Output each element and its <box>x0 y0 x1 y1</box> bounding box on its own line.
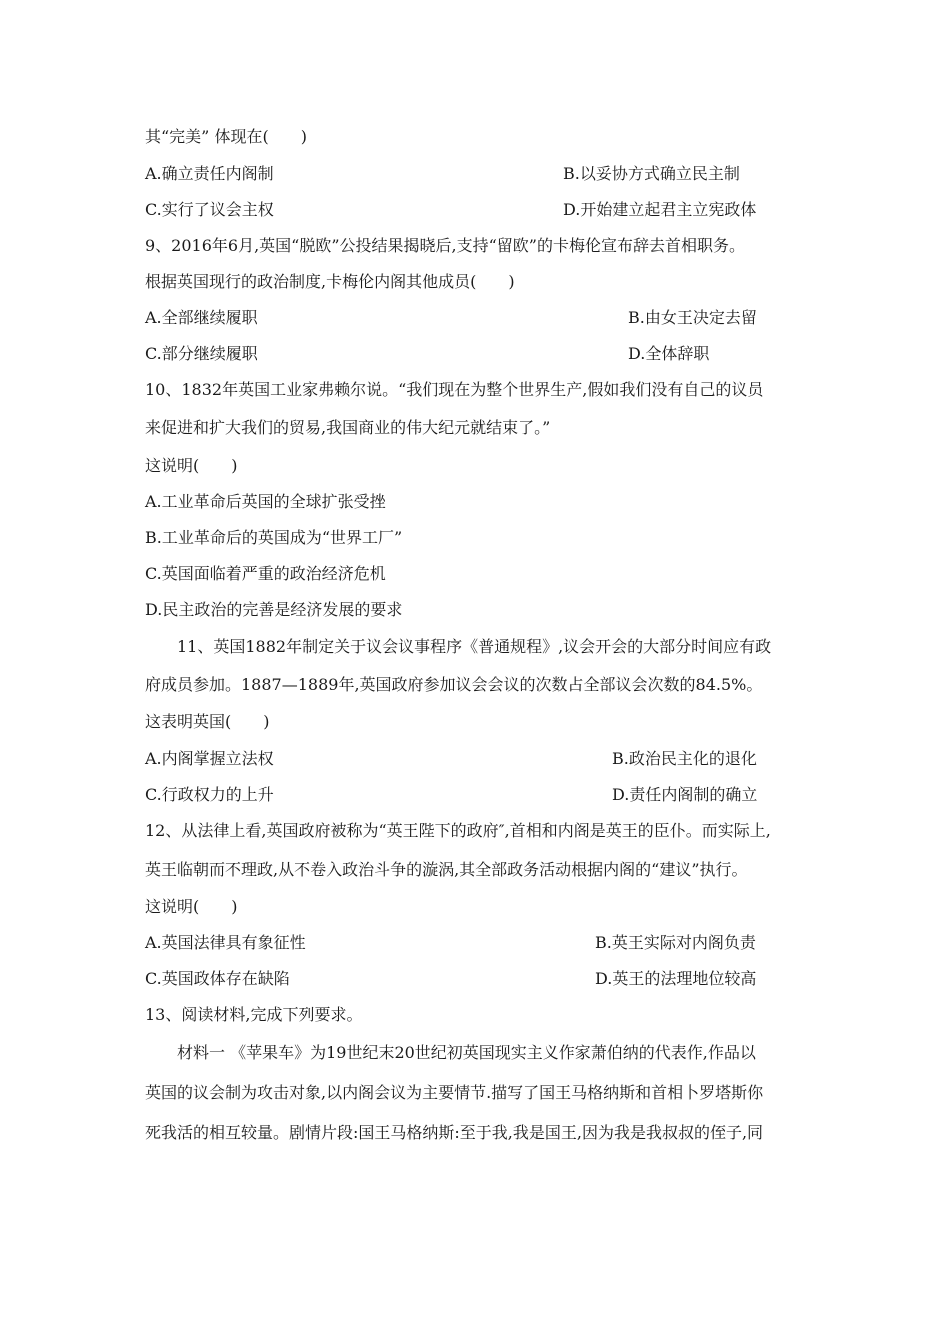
q10-stem-line2: 来促进和扩大我们的贸易,我国商业的伟大纪元就结束了。” <box>145 418 551 437</box>
q11-stem-line2: 府成员参加。1887—1889年,英国政府参加议会会议的次数占全部议会次数的84.5%。 <box>145 675 763 694</box>
q12-option-c: C.英国政体存在缺陷 <box>145 969 290 988</box>
q9-option-b: B.由女王决定去留 <box>628 308 757 327</box>
q11-stem-line3: 这表明英国( ) <box>145 712 270 731</box>
q9-option-a: A.全部继续履职 <box>145 308 258 327</box>
q11-option-a: A.内阁掌握立法权 <box>145 749 274 768</box>
q11-option-b: B.政治民主化的退化 <box>612 749 757 768</box>
q13-stem: 13、阅读材料,完成下列要求。 <box>145 1005 363 1024</box>
q9-option-c: C.部分继续履职 <box>145 344 258 363</box>
q12-stem-line2: 英王临朝而不理政,从不卷入政治斗争的漩涡,其全部政务活动根据内阁的“建议”执行。 <box>145 860 748 879</box>
q8-option-d: D.开始建立起君主立宪政体 <box>563 200 757 219</box>
q13-material-line2: 英国的议会制为攻击对象,以内阁会议为主要情节.描写了国王马格纳斯和首相卜罗塔斯你 <box>145 1083 764 1102</box>
q9-stem-line2: 根据英国现行的政治制度,卡梅伦内阁其他成员( ) <box>145 272 515 291</box>
q10-option-c: C.英国面临着严重的政治经济危机 <box>145 564 386 583</box>
q11-stem-line1: 11、英国1882年制定关于议会议事程序《普通规程》,议会开会的大部分时间应有政 <box>177 637 772 656</box>
q11-option-c: C.行政权力的上升 <box>145 785 274 804</box>
q13-material-line3: 死我活的相互较量。剧情片段:国王马格纳斯:至于我,我是国王,因为我是我叔叔的侄子,同 <box>145 1123 764 1142</box>
q12-option-a: A.英国法律具有象征性 <box>145 933 306 952</box>
q10-stem-line1: 10、1832年英国工业家弗赖尔说。“我们现在为整个世界生产,假如我们没有自己的议员 <box>145 380 764 399</box>
q11-option-d: D.责任内阁制的确立 <box>612 785 758 804</box>
q13-material-line1: 材料一 《苹果车》为19世纪末20世纪初英国现实主义作家萧伯纳的代表作,作品以 <box>177 1043 756 1062</box>
q9-stem-line1: 9、2016年6月,英国“脱欧”公投结果揭晓后,支持“留欧”的卡梅伦宣布辞去首相职务。 <box>145 236 745 255</box>
q12-stem-line3: 这说明( ) <box>145 897 238 916</box>
q10-option-a: A.工业革命后英国的全球扩张受挫 <box>145 492 386 511</box>
q9-option-d: D.全体辞职 <box>628 344 710 363</box>
q10-option-d: D.民主政治的完善是经济发展的要求 <box>145 600 403 619</box>
q10-stem-line3: 这说明( ) <box>145 456 238 475</box>
q12-stem-line1: 12、从法律上看,英国政府被称为“英王陛下的政府″,首相和内阁是英王的臣仆。而实际上, <box>145 821 771 840</box>
q8-option-a: A.确立责任内阁制 <box>145 164 274 183</box>
q8-option-c: C.实行了议会主权 <box>145 200 274 219</box>
q12-option-d: D.英王的法理地位较高 <box>595 969 757 988</box>
q12-option-b: B.英王实际对内阁负责 <box>595 933 756 952</box>
q8-stem: 其“完美” 体现在( ) <box>145 127 307 146</box>
q10-option-b: B.工业革命后的英国成为“世界工厂” <box>145 528 403 547</box>
q8-option-b: B.以妥协方式确立民主制 <box>563 164 740 183</box>
